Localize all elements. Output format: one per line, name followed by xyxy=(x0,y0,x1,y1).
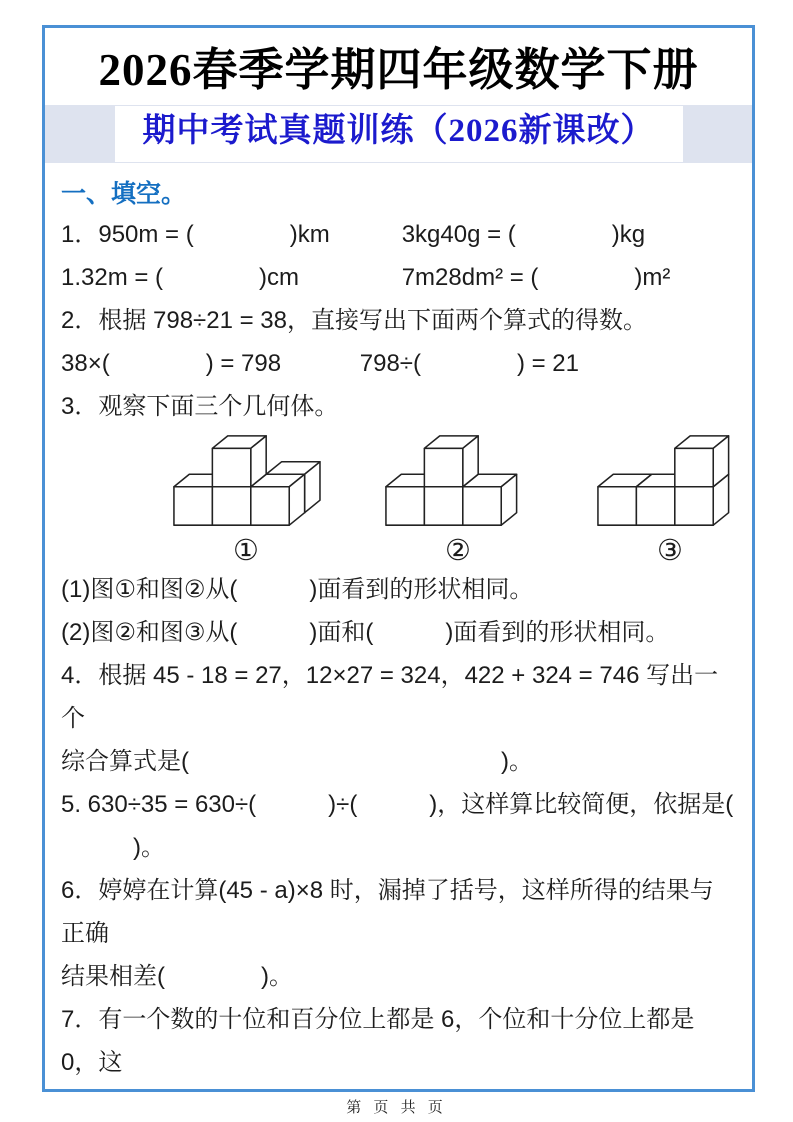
subtitle-box xyxy=(115,106,683,162)
question-7-line-2 xyxy=(61,1084,736,1092)
page-footer: 第 页 共 页 xyxy=(346,1099,447,1116)
figure-2-label: ② xyxy=(445,533,471,567)
question-3-line-1: 3．观察下面三个几何体。 xyxy=(61,393,339,420)
question-7-line-1: 7．有一个数的十位和百分位上都是 6，个位和十分位上都是 0，这 xyxy=(61,1006,702,1076)
question-body xyxy=(45,163,752,1092)
cube-figure-2-drawing xyxy=(373,432,543,530)
question-5-line-1: 5. 630÷35 = 630÷( )÷( )，这样算比较简便，依据是( xyxy=(61,791,734,818)
figure-3-label: ③ xyxy=(657,533,683,567)
question-1-line-1: 1．950m = ( )km 3kg40g = ( )kg xyxy=(61,221,646,248)
subtitle-band xyxy=(45,105,752,163)
figure-2 xyxy=(373,432,543,568)
question-4-line-1: 4．根据 45 - 18 = 27，12×27 = 324，422 + 324 = 746 写出一个 xyxy=(61,662,719,732)
page-title: 2026春季学期四年级数学下册 xyxy=(98,45,699,95)
question-3-sub-2: (2)图②和图③从( )面和( )面看到的形状相同。 xyxy=(61,619,670,646)
question-6-line-1: 6．婷婷在计算(45 - a)×8 时，漏掉了括号，这样所得的结果与正确 xyxy=(61,877,714,947)
question-2-line-2: 38×( ) = 798 798÷( ) = 21 xyxy=(61,350,580,377)
figure-1-label: ① xyxy=(233,533,259,567)
question-1-line-2: 1.32m = ( )cm 7m28dm² = ( )m² xyxy=(61,264,671,291)
page-subtitle: 期中考试真题训练（2026新课改） xyxy=(142,113,655,149)
question-3-sub-1: (1)图①和图②从( )面看到的形状相同。 xyxy=(61,576,534,603)
question-5-line-2: )。 xyxy=(61,834,165,861)
section-one-heading: 一、填空。 xyxy=(61,180,187,208)
question-2-line-1: 2．根据 798÷21 = 38，直接写出下面两个算式的得数。 xyxy=(61,307,647,334)
geometry-figures-row xyxy=(161,432,736,568)
exam-sheet-border xyxy=(42,25,755,1092)
figure-1 xyxy=(161,432,331,568)
cube-figure-3-drawing xyxy=(585,432,755,530)
figure-3 xyxy=(585,432,755,568)
question-6-line-2: 结果相差( )。 xyxy=(61,963,293,990)
cube-figure-1-drawing xyxy=(161,432,331,530)
question-4-line-2: 综合算式是( )。 xyxy=(61,748,533,775)
